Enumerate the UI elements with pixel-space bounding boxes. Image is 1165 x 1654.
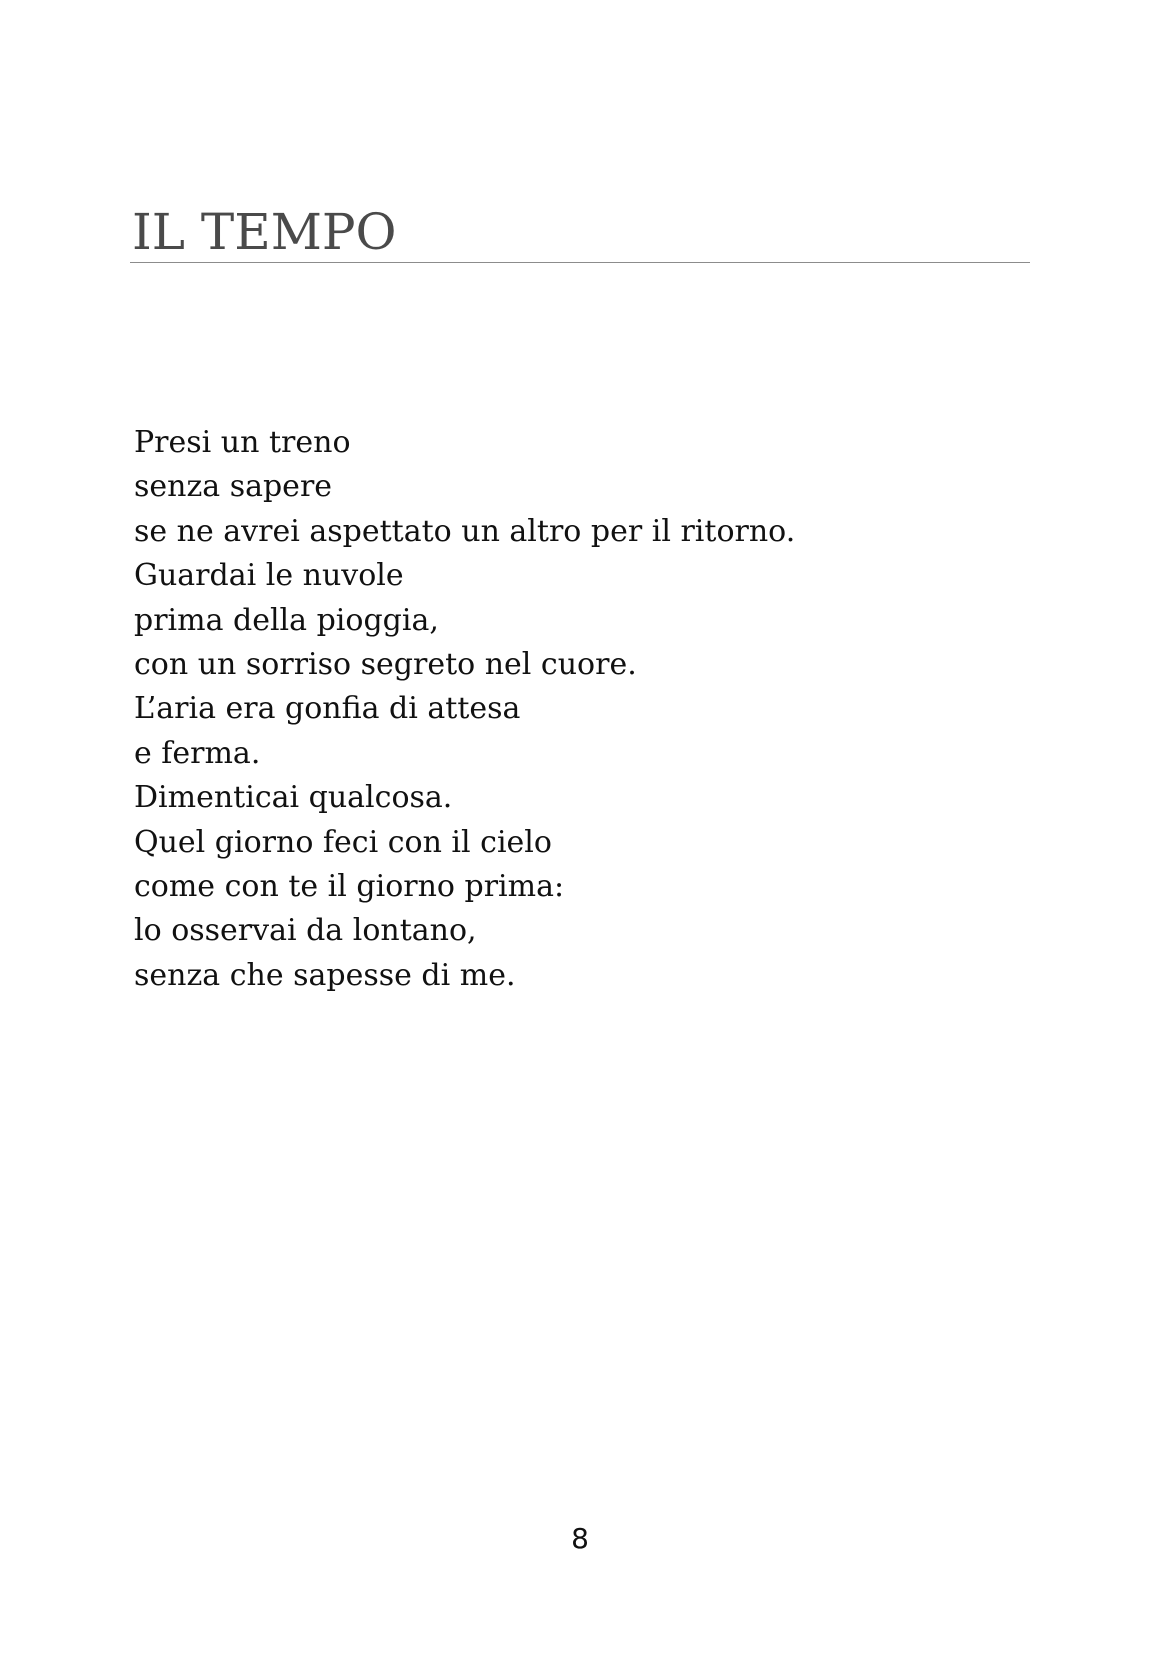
- poem-line: lo osservai da lontano,: [134, 913, 477, 949]
- poem-line: Presi un treno: [134, 425, 351, 460]
- page-number: 8: [571, 1522, 589, 1555]
- poem-line: Dimenticai qualcosa.: [134, 780, 453, 816]
- poem-line: e ferma.: [134, 735, 261, 771]
- poem-line: con un sorriso segreto nel cuore.: [134, 646, 637, 682]
- poem-line: Guardai le nuvole: [134, 558, 404, 594]
- poem-line: L’aria era gonfia di attesa: [134, 691, 521, 727]
- poem-line: se ne avrei aspettato un altro per il ritorno.: [134, 513, 796, 549]
- title-underline: [130, 262, 1030, 263]
- poem-line: senza sapere: [134, 469, 333, 505]
- poem-line: Quel giorno feci con il cielo: [134, 824, 552, 860]
- poem-line: come con te il giorno prima:: [134, 868, 565, 904]
- poem-body: [134, 421, 795, 998]
- page-title: IL TEMPO: [132, 203, 397, 261]
- poem-line: senza che sapesse di me.: [134, 957, 516, 993]
- poem-line: prima della pioggia,: [134, 602, 439, 638]
